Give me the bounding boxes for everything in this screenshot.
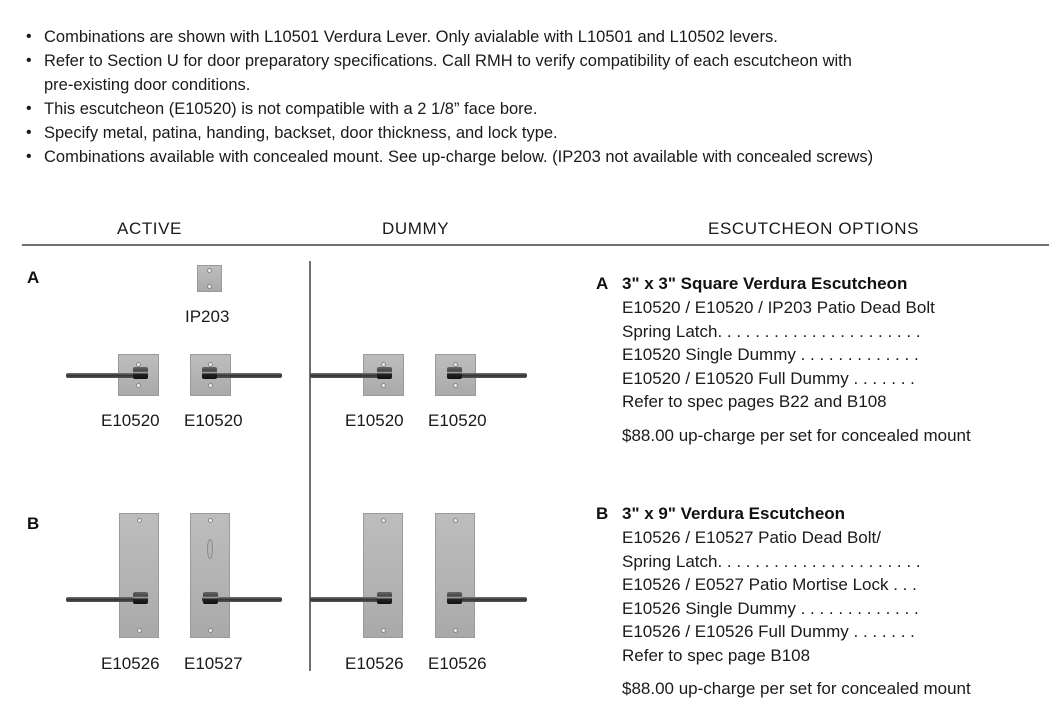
screw-icon [207, 284, 212, 289]
screw-icon [453, 518, 458, 523]
screw-icon [381, 383, 386, 388]
screw-icon [208, 518, 213, 523]
escutcheon-tall-icon [119, 513, 159, 638]
option-line: Refer to spec pages B22 and B108 [622, 392, 887, 411]
lever-hub-icon [202, 367, 217, 379]
screw-icon [381, 628, 386, 633]
notes-list [22, 25, 1042, 169]
part-label: E10520 [345, 411, 404, 430]
bullet-icon: • [26, 28, 32, 45]
option-line: E10526 / E10526 Full Dummy . . . . . . . [622, 622, 915, 641]
upcharge-note: $88.00 up-charge per set for concealed mount [622, 679, 971, 698]
option-title: B 3" x 9" Verdura Escutcheon [596, 504, 846, 523]
note-item: • Combinations available with concealed mount. See up-charge below. (IP203 not available with concealed screws) [22, 145, 1042, 169]
option-line: E10520 / E10520 / IP203 Patio Dead Bolt [622, 298, 935, 317]
lever-hub-icon [133, 592, 148, 604]
lever-hub-icon [377, 367, 392, 379]
part-label-ip203: IP203 [185, 307, 230, 326]
part-label: E10526 [101, 654, 160, 673]
note-item: • This escutcheon (E10520) is not compatible with a 2 1/8” face bore. [22, 97, 1042, 121]
ip203-thumbnail-icon [197, 265, 222, 292]
screw-icon [137, 518, 142, 523]
screw-icon [208, 383, 213, 388]
part-label: E10520 [184, 411, 243, 430]
screw-icon [207, 268, 212, 273]
bullet-icon: • [26, 100, 32, 117]
part-label: E10527 [184, 654, 243, 673]
screw-icon [453, 628, 458, 633]
screw-icon [453, 383, 458, 388]
screw-icon [136, 383, 141, 388]
lever-hub-icon [447, 592, 462, 604]
bullet-icon: • [26, 52, 32, 69]
screw-icon [381, 518, 386, 523]
lever-hub-icon [447, 367, 462, 379]
escutcheon-tall-icon [435, 513, 475, 638]
option-line: E10520 / E10520 Full Dummy . . . . . . . [622, 368, 915, 388]
escutcheon-tall-thumbturn-icon [190, 513, 230, 638]
column-header-escutcheon-options: ESCUTCHEON OPTIONS [708, 219, 920, 238]
option-line: E10520 Single Dummy . . . . . . . . . . . . . [622, 345, 919, 364]
part-label: E10520 [101, 411, 160, 430]
note-item: • Combinations are shown with L10501 Verdura Lever. Only avialable with L10501 and L10502 levers. [22, 25, 1042, 49]
column-divider [309, 261, 311, 671]
escutcheon-tall-icon [363, 513, 403, 638]
column-header-dummy: DUMMY [382, 219, 450, 238]
option-title: A 3" x 3" Square Verdura Escutcheon [596, 274, 908, 293]
lever-hub-icon [203, 592, 218, 604]
bullet-icon: • [26, 148, 32, 165]
option-line: E10526 / E10527 Patio Dead Bolt/ [622, 528, 881, 547]
row-letter-b: B [27, 514, 40, 533]
option-line: Spring Latch. . . . . . . . . . . . . . . . . . . . . . [622, 321, 921, 341]
option-line: Spring Latch. . . . . . . . . . . . . . . . . . . . . . [622, 551, 921, 571]
screw-icon [208, 628, 213, 633]
column-header-active: ACTIVE [117, 219, 183, 238]
option-line: E10526 / E0527 Patio Mortise Lock . . . [622, 575, 917, 594]
part-label: E10526 [345, 654, 404, 673]
row-letter-a: A [27, 268, 40, 287]
screw-icon [137, 628, 142, 633]
header-rule [22, 244, 1049, 246]
thumbturn-slot-icon [207, 539, 213, 559]
part-label: E10526 [428, 654, 487, 673]
note-item: • Specify metal, patina, handing, backset, door thickness, and lock type. [22, 121, 1042, 145]
note-item: • Refer to Section U for door preparatory specifications. Call RMH to verify compatibility of each escutcheon with [22, 49, 1042, 73]
part-label: E10520 [428, 411, 487, 430]
lever-hub-icon [133, 367, 148, 379]
note-item-continuation: pre-existing door conditions. [44, 76, 251, 94]
upcharge-note: $88.00 up-charge per set for concealed mount [622, 425, 971, 445]
escutcheon-option-b [596, 502, 1046, 701]
bullet-icon: • [26, 124, 32, 141]
option-line: Refer to spec page B108 [622, 645, 811, 665]
escutcheon-option-a [596, 272, 1046, 448]
option-line: E10526 Single Dummy . . . . . . . . . . . . . [622, 598, 919, 618]
lever-hub-icon [377, 592, 392, 604]
